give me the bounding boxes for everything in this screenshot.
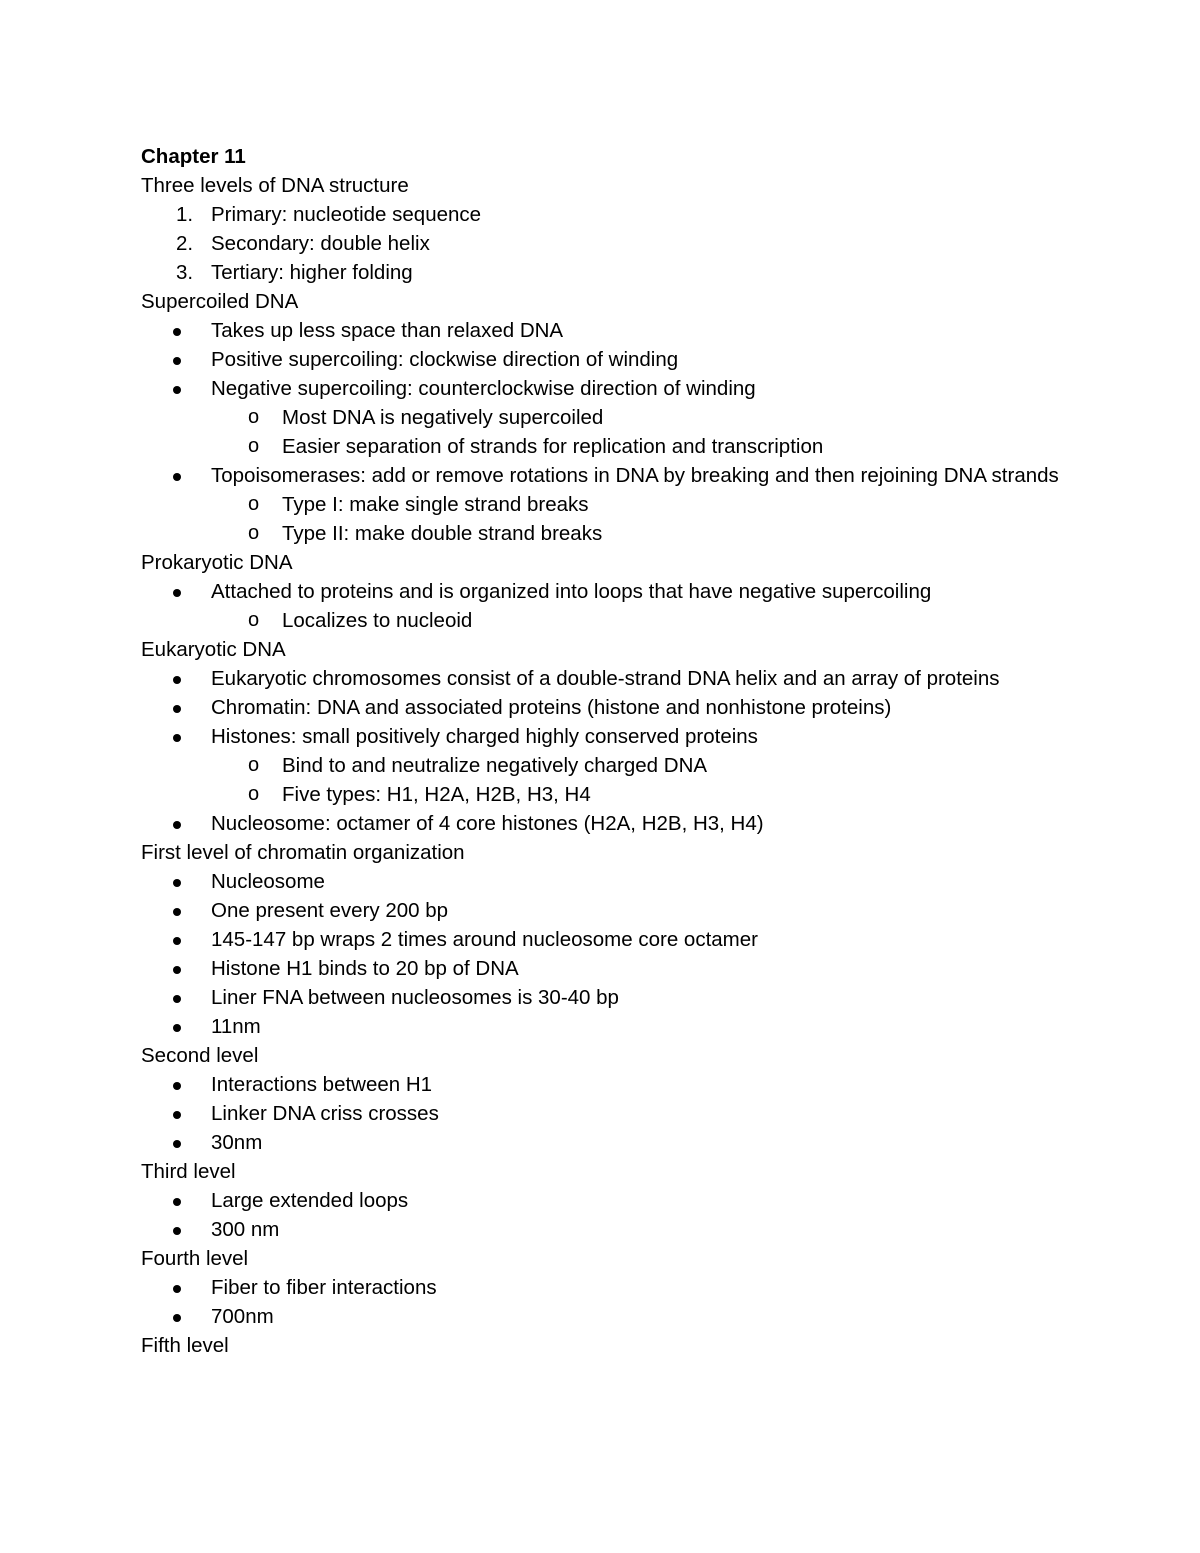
bullet-icon [173,1111,181,1119]
list-item [141,722,1061,751]
bullet-icon [173,357,181,365]
line-text: Eukaryotic DNA [141,638,286,661]
bullet-icon [173,1024,181,1032]
chapter-title [141,142,1061,171]
line-text: Type I: make single strand breaks [282,493,589,516]
sub-list-item [141,606,1061,635]
line-text: Liner FNA between nucleosomes is 30-40 bp [211,986,619,1009]
line-text: Five types: H1, H2A, H2B, H3, H4 [282,783,591,806]
line-text: Histone H1 binds to 20 bp of DNA [211,957,519,980]
list-item [141,258,1061,287]
line-text: Supercoiled DNA [141,290,299,313]
bullet-icon [173,966,181,974]
section-heading [141,635,1061,664]
list-item [141,345,1061,374]
line-text: Takes up less space than relaxed DNA [211,319,564,342]
line-text: Large extended loops [211,1189,409,1212]
line-text: Attached to proteins and is organized into loops that have negative supercoiling [211,580,932,603]
line-text: Histones: small positively charged highly conserved proteins [211,725,758,748]
bullet-icon [173,908,181,916]
line-text: Secondary: double helix [211,232,430,255]
line-text: Fifth level [141,1334,229,1357]
list-number: 1. [176,203,194,226]
line-text: Eukaryotic chromosomes consist of a double-strand DNA helix and an array of proteins [211,667,1000,690]
line-text: First level of chromatin organization [141,841,465,864]
bullet-icon [173,1198,181,1206]
line-text: Tertiary: higher folding [211,261,413,284]
line-text: Easier separation of strands for replication and transcription [282,435,824,458]
line-text: Fiber to fiber interactions [211,1276,437,1299]
bullet-icon [173,1227,181,1235]
line-text: Prokaryotic DNA [141,551,293,574]
section-heading [141,548,1061,577]
list-item [141,1215,1061,1244]
list-item [141,954,1061,983]
bullet-icon [173,1314,181,1322]
line-text: Chapter 11 [141,145,246,168]
line-text: Third level [141,1160,236,1183]
bullet-icon [173,589,181,597]
bullet-icon [173,995,181,1003]
section-heading [141,171,1061,200]
list-item [141,1302,1061,1331]
line-text: Fourth level [141,1247,249,1270]
list-item [141,925,1061,954]
list-item [141,1012,1061,1041]
list-item [141,316,1061,345]
line-text: One present every 200 bp [211,899,449,922]
bullet-icon [173,1082,181,1090]
circle-bullet-icon: o [248,754,260,776]
section-heading [141,1157,1061,1186]
line-text: Second level [141,1044,259,1067]
line-text: 145-147 bp wraps 2 times around nucleosome core octamer [211,928,758,951]
list-item [141,693,1061,722]
sub-list-item [141,780,1061,809]
document-body [141,142,1061,1360]
line-text: 300 nm [211,1218,280,1241]
list-item [141,867,1061,896]
list-item [141,374,1061,403]
line-text: Three levels of DNA structure [141,174,409,197]
sub-list-item [141,432,1061,461]
line-text: Linker DNA criss crosses [211,1102,439,1125]
list-item [141,1186,1061,1215]
section-heading [141,287,1061,316]
sub-list-item [141,519,1061,548]
bullet-icon [173,1285,181,1293]
list-item [141,809,1061,838]
line-text: Bind to and neutralize negatively charged DNA [282,754,708,777]
sub-list-item [141,490,1061,519]
line-text: Topoisomerases: add or remove rotations in DNA by breaking and then rejoining DNA strands [211,464,1059,487]
bullet-icon [173,937,181,945]
list-item [141,983,1061,1012]
circle-bullet-icon: o [248,783,260,805]
list-item [141,1099,1061,1128]
list-item [141,577,1061,606]
line-text: 30nm [211,1131,263,1154]
line-text: Negative supercoiling: counterclockwise direction of winding [211,377,756,400]
list-number: 3. [176,261,194,284]
bullet-icon [173,328,181,336]
line-text: 11nm [211,1015,261,1038]
list-item [141,229,1061,258]
sub-list-item [141,751,1061,780]
line-text: Primary: nucleotide sequence [211,203,482,226]
circle-bullet-icon: o [248,406,260,428]
list-item [141,1273,1061,1302]
list-item [141,461,1061,490]
list-item [141,1070,1061,1099]
list-number: 2. [176,232,194,255]
line-text: Most DNA is negatively supercoiled [282,406,604,429]
bullet-icon [173,879,181,887]
circle-bullet-icon: o [248,493,260,515]
circle-bullet-icon: o [248,522,260,544]
bullet-icon [173,705,181,713]
line-text: Nucleosome [211,870,325,893]
bullet-icon [173,473,181,481]
list-item [141,1128,1061,1157]
line-text: Type II: make double strand breaks [282,522,603,545]
circle-bullet-icon: o [248,609,260,631]
section-heading [141,1331,1061,1360]
line-text: Interactions between H1 [211,1073,433,1096]
line-text: 700nm [211,1305,274,1328]
line-text: Nucleosome: octamer of 4 core histones (H2A, H2B, H3, H4) [211,812,764,835]
list-item [141,664,1061,693]
section-heading [141,1041,1061,1070]
list-item [141,200,1061,229]
line-text: Positive supercoiling: clockwise direction of winding [211,348,679,371]
list-item [141,896,1061,925]
bullet-icon [173,386,181,394]
bullet-icon [173,676,181,684]
section-heading [141,838,1061,867]
bullet-icon [173,734,181,742]
line-text: Chromatin: DNA and associated proteins (histone and nonhistone proteins) [211,696,892,719]
bullet-icon [173,821,181,829]
line-text: Localizes to nucleoid [282,609,473,632]
sub-list-item [141,403,1061,432]
bullet-icon [173,1140,181,1148]
circle-bullet-icon: o [248,435,260,457]
section-heading [141,1244,1061,1273]
